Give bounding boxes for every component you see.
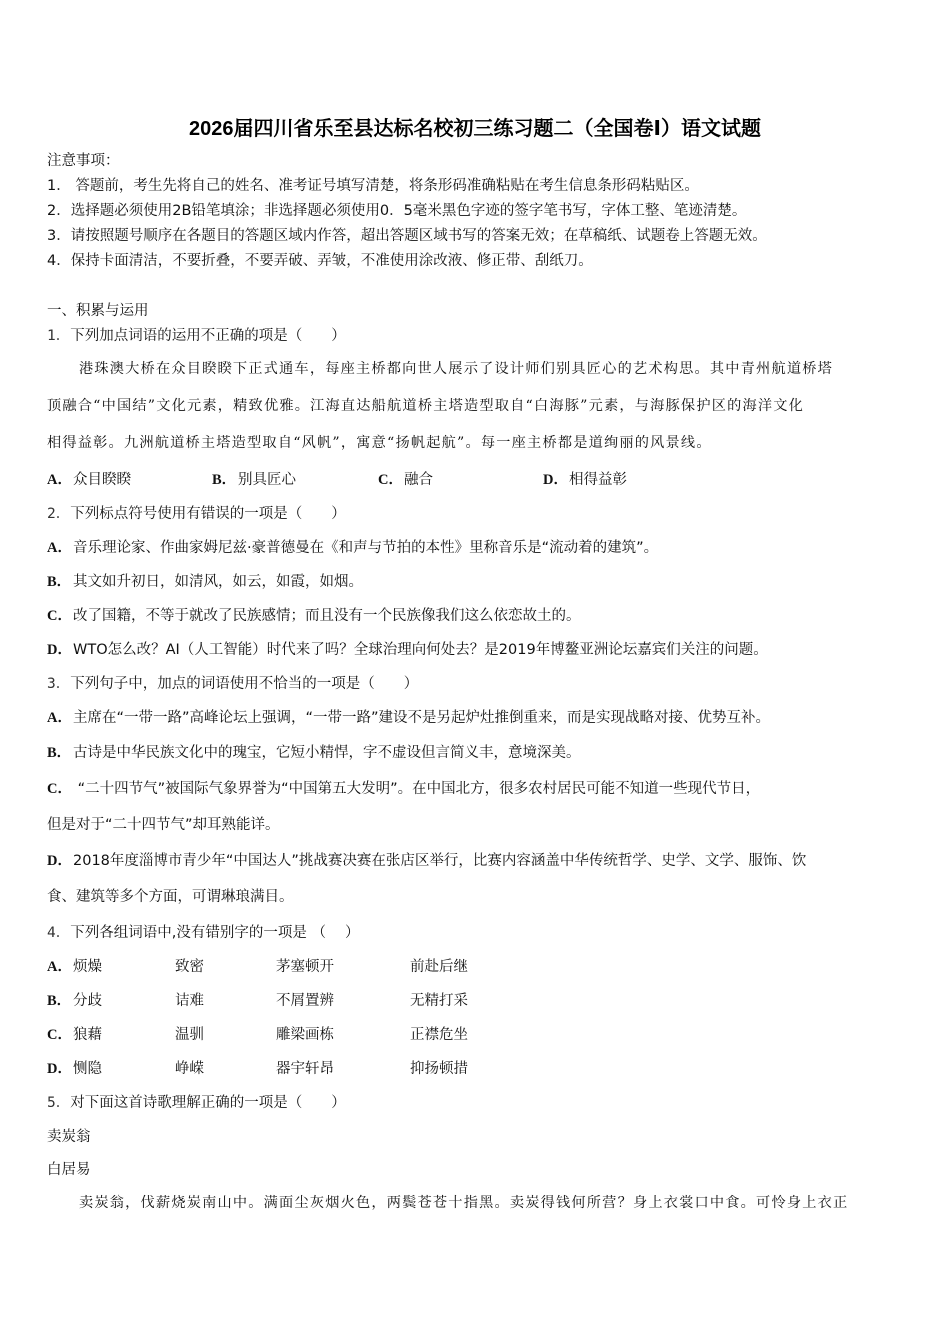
q2-option-b[interactable] [47,573,363,591]
question-text: 下列加点词语的运用不正确的项是（ ） [70,328,346,344]
option-text: 古诗是中华民族文化中的瑰宝，它短小精悍，字不虚设但言简义丰，意境深美。 [73,745,581,761]
question-3-stem [47,675,418,693]
option-word: 器宇轩昂 [276,1061,334,1077]
question-number: 3． [47,676,71,692]
section-heading: 一、积累与运用 [47,303,149,319]
q3-option-b[interactable] [47,744,581,762]
option-letter: D． [47,853,72,869]
option-word: 前赴后继 [410,959,468,975]
option-word: 茅塞顿开 [276,959,334,975]
q2-option-d[interactable] [47,641,768,659]
question-5-stem [47,1094,346,1112]
option-letter: B． [47,574,72,590]
option-word: 无精打采 [410,993,468,1009]
question-2-stem [47,505,346,523]
option-letter: B． [212,472,237,488]
q3-option-d[interactable] [47,852,806,870]
option-text: 2018年度淄博市青少年“中国达人”挑战赛决赛在张店区举行，比赛内容涵盖中华传统哲学、史学、文学、服饰、饮 [73,853,807,869]
option-text: 其文如升初日，如清风，如云，如霞，如烟。 [73,574,363,590]
q2-option-c[interactable] [47,607,581,625]
option-word: 分歧 [73,993,102,1009]
option-text: 众目睽睽 [73,472,131,488]
question-text: 下列标点符号使用有错误的一项是（ ） [70,506,346,522]
poem-author: 白居易 [47,1162,91,1178]
option-text: 音乐理论家、作曲家姆尼兹·豪普德曼在《和声与节拍的本性》里称音乐是“流动着的建筑”。 [73,540,659,556]
q3-option-c[interactable] [47,780,760,798]
question-number: 4． [47,925,71,941]
option-word: 温驯 [175,1027,204,1043]
option-text: 改了国籍，不等于就改了民族感情；而且没有一个民族像我们这么依恋故土的。 [73,608,581,624]
question-number: 2． [47,506,71,522]
notice-item-3: 3．请按照题号顺序在各题目的答题区域内作答，超出答题区域书写的答案无效；在草稿纸、试题卷上答题无效。 [47,228,767,244]
question-text: 对下面这首诗歌理解正确的一项是（ ） [70,1095,346,1111]
option-word: 致密 [175,959,204,975]
question-1-stem [47,327,346,345]
option-text: 相得益彰 [569,472,627,488]
option-letter: C． [47,1027,72,1043]
q3-option-d-continued: 食、建筑等多个方面，可谓琳琅满目。 [47,889,294,905]
option-word: 烦燥 [73,959,102,975]
option-word: 抑扬顿措 [410,1061,468,1077]
option-letter: B． [47,993,72,1009]
option-word: 狼藉 [73,1027,102,1043]
option-letter: A． [47,540,72,556]
question-number: 1． [47,328,71,344]
option-word: 峥嵘 [175,1061,204,1077]
question-text: 下列句子中，加点的词语使用不恰当的一项是（ ） [70,676,419,692]
q2-option-a[interactable] [47,539,658,557]
option-letter: C． [378,472,403,488]
question-text: 下列各组词语中,没有错别字的一项是 （ ） [70,925,360,941]
option-text: 别具匠心 [238,472,296,488]
option-letter: A． [47,710,72,726]
q1-option-a[interactable] [47,471,131,489]
q1-option-b[interactable] [212,471,296,489]
notice-heading: 注意事项： [47,153,120,169]
option-text: WTO怎么改？AI（人工智能）时代来了吗？全球治理向何处去？是2019年博鳌亚洲论坛嘉宾们关注的问题。 [73,642,768,658]
option-text: 融合 [404,472,433,488]
q1-option-c[interactable] [378,471,433,489]
poem-line: 卖炭翁，伐薪烧炭南山中。满面尘灰烟火色，两鬓苍苍十指黑。卖炭得钱何所营？身上衣裳口中食。可怜身上衣正 [79,1195,849,1211]
option-letter: D． [543,472,568,488]
q1-passage-line-1: 港珠澳大桥在众目睽睽下正式通车，每座主桥都向世人展示了设计师们别具匠心的艺术构思。其中青州航道桥塔 [79,361,833,377]
option-letter: D． [47,1061,72,1077]
question-4-stem [47,924,360,942]
q1-passage-line-2: 顶融合“中国结”文化元素，精致优雅。江海直达船航道桥主塔造型取自“白海豚”元素，与海豚保护区的海洋文化 [47,398,805,414]
option-word: 恻隐 [73,1061,102,1077]
option-text: “二十四节气”被国际气象界誉为“中国第五大发明”。在中国北方，很多农村居民可能不知道一些现代节日， [73,781,761,797]
option-letter: A． [47,959,72,975]
notice-item-2: 2．选择题必须使用2B铅笔填涂；非选择题必须使用0．5毫米黑色字迹的签字笔书写，字体工整、笔迹清楚。 [47,203,747,219]
option-word: 诘难 [175,993,204,1009]
q3-option-a[interactable] [47,709,770,727]
option-letter: B． [47,745,72,761]
page-title: 2026届四川省乐至县达标名校初三练习题二（全国卷Ⅰ）语文试题 [189,118,761,140]
q1-passage-line-3: 相得益彰。九洲航道桥主塔造型取自“风帆”，寓意“扬帆起航”。每一座主桥都是道绚丽的风景线。 [47,435,712,451]
q1-option-d[interactable] [543,471,627,489]
option-word: 雕梁画栋 [276,1027,334,1043]
notice-item-4: 4．保持卡面清洁，不要折叠，不要弄破、弄皱，不准使用涂改液、修正带、刮纸刀。 [47,253,593,269]
option-text: 主席在“一带一路”高峰论坛上强调，“一带一路”建设不是另起炉灶推倒重来，而是实现战略对接、优势互补。 [73,710,771,726]
option-letter: A． [47,472,72,488]
q3-option-c-continued: 但是对于“二十四节气”却耳熟能详。 [47,817,280,833]
poem-title: 卖炭翁 [47,1129,91,1145]
option-letter: C． [47,608,72,624]
option-letter: D． [47,642,72,658]
question-number: 5． [47,1095,71,1111]
option-letter: C． [47,781,72,797]
notice-item-1: 1． 答题前，考生先将自己的姓名、准考证号填写清楚，将条形码准确粘贴在考生信息条形码粘贴区。 [47,178,699,194]
option-word: 不屑置辨 [276,993,334,1009]
option-word: 正襟危坐 [410,1027,468,1043]
